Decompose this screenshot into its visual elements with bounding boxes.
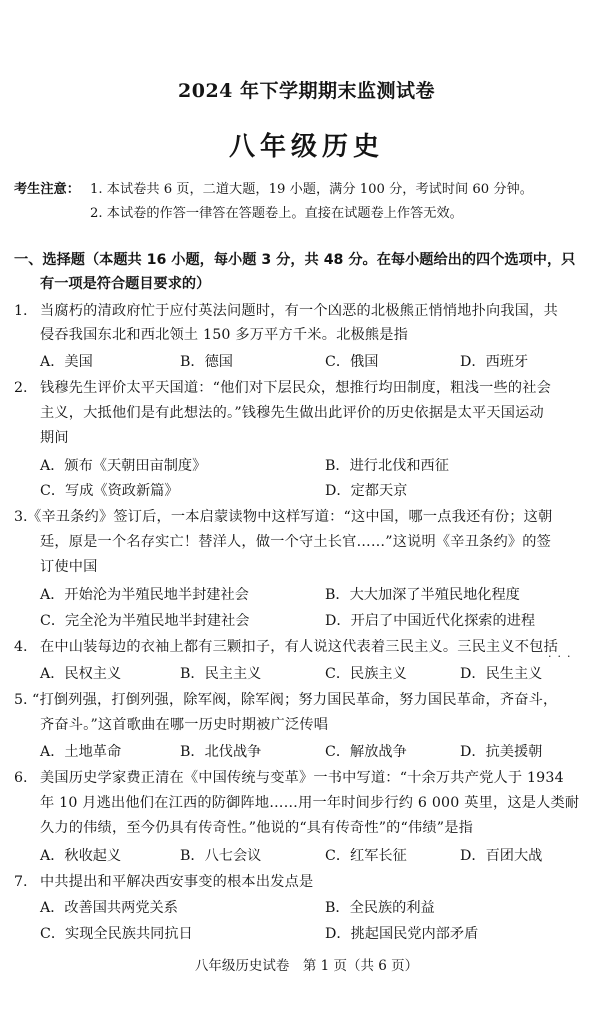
question-6-option-d: D．百团大战 xyxy=(460,848,543,864)
question-2-option-c: C．写成《资政新篇》 xyxy=(40,483,179,499)
notice-label: 考生注意： xyxy=(14,182,80,197)
exam-title: 2024 年下学期期末监测试卷 xyxy=(178,80,435,102)
question-3-number: 3. xyxy=(14,509,28,525)
question-3-line-1: 《辛丑条约》签订后，一本启蒙读物中这样写道：“这中国，哪一点我还有份；这朝 xyxy=(27,509,553,525)
question-4-option-d: D．民生主义 xyxy=(460,666,543,682)
question-1-line-2: 侵吞我国东北和西北领土 150 多万平方千米。北极熊是指 xyxy=(40,327,409,343)
question-6-option-a: A．秋收起义 xyxy=(40,848,122,864)
question-1-line-1: 当腐朽的清政府忙于应付英法问题时，有一个凶恶的北极熊正悄悄地扑向我国，共 xyxy=(40,303,558,319)
notice-item-2: 2. 本试卷的作答一律答在答题卷上。直接在试题卷上作答无效。 xyxy=(90,206,463,221)
question-2-number: 2. xyxy=(14,380,28,396)
question-6-line-1: 美国历史学家费正清在《中国传统与变革》一书中写道：“十余万共产党人于 1934 xyxy=(40,770,564,786)
question-2-line-3: 期间 xyxy=(40,430,69,446)
question-7-option-b: B．全民族的利益 xyxy=(325,900,435,916)
question-2-line-2: 主义，大抵他们是有此想法的。”钱穆先生做出此评价的历史依据是太平天国运动 xyxy=(40,405,544,421)
subject-title: 八年级历史 xyxy=(228,132,384,162)
question-3-option-a: A．开始沦为半殖民地半封建社会 xyxy=(40,587,249,603)
question-2-line-1: 钱穆先生评价太平天国道：“他们对下层民众，想推行均田制度，粗浅一些的社会 xyxy=(40,380,552,396)
notice-item-1: 1. 本试卷共 6 页，二道大题，19 小题，满分 100 分，考试时间 60 分钟。 xyxy=(90,182,533,197)
question-2-option-a: A．颁布《天朝田亩制度》 xyxy=(40,458,207,474)
question-1-option-a: A．美国 xyxy=(40,354,93,370)
question-7-option-a: A．改善国共两党关系 xyxy=(40,900,178,916)
question-1-number: 1. xyxy=(14,303,28,319)
question-5-line-2: 齐奋斗。”这首歌曲在哪一历史时期被广泛传唱 xyxy=(40,717,329,733)
emphasis-dots: ··· xyxy=(548,650,577,663)
question-2-option-d: D．定都天京 xyxy=(325,483,408,499)
section-heading-line-2: 有一项是符合题目要求的） xyxy=(40,276,211,292)
question-5-option-c: C．解放战争 xyxy=(325,744,407,760)
question-6-option-c: C．红军长征 xyxy=(325,848,407,864)
question-7-line-1: 中共提出和平解决西安事变的根本出发点是 xyxy=(40,874,314,890)
question-7-option-d: D．挑起国民党内部矛盾 xyxy=(325,926,479,942)
question-6-option-b: B．八七会议 xyxy=(180,848,262,864)
question-4-option-a: A．民权主义 xyxy=(40,666,122,682)
question-3-option-d: D．开启了中国近代化探索的进程 xyxy=(325,613,536,629)
question-5-line-1: “打倒列强，打倒列强，除军阀，除军阀；努力国民革命，努力国民革命，齐奋斗， xyxy=(32,692,558,708)
question-4-option-c: C．民族主义 xyxy=(325,666,407,682)
question-1-option-d: D．西班牙 xyxy=(460,354,529,370)
question-1-option-b: B．德国 xyxy=(180,354,233,370)
question-5-number: 5. xyxy=(14,692,28,708)
page-footer: 八年级历史试卷 第 1 页（共 6 页） xyxy=(194,958,419,974)
question-2-option-b: B．进行北伐和西征 xyxy=(325,458,449,474)
question-7-option-c: C．实现全民族共同抗日 xyxy=(40,926,193,942)
question-3-line-2: 廷，原是一个名存实亡！替洋人，做一个守土长官……”这说明《辛丑条约》的签 xyxy=(40,534,552,550)
question-4-option-b: B．民主主义 xyxy=(180,666,262,682)
question-3-option-c: C．完全沦为半殖民地半封建社会 xyxy=(40,613,250,629)
question-3-option-b: B．大大加深了半殖民地化程度 xyxy=(325,587,520,603)
question-4-line-1: 在中山装每边的衣袖上都有三颗扣子，有人说这代表着三民主义。三民主义不包括 xyxy=(40,639,558,655)
question-6-line-2: 年 10 月逃出他们在江西的防御阵地……用一年时间步行约 6 000 英里，这是人类耐 xyxy=(40,795,580,811)
question-6-line-3: 久力的伟绩，至今仍具有传奇性。”他说的“具有传奇性”的“伟绩”是指 xyxy=(40,820,474,836)
question-1-option-c: C．俄国 xyxy=(325,354,379,370)
question-4-number: 4. xyxy=(14,639,28,655)
section-heading-line-1: 一、选择题（本题共 16 小题，每小题 3 分，共 48 分。在每小题给出的四个选项中，只 xyxy=(14,252,576,268)
question-5-option-a: A．土地革命 xyxy=(40,744,122,760)
question-5-option-b: B．北伐战争 xyxy=(180,744,262,760)
question-3-line-3: 订使中国 xyxy=(40,559,98,575)
question-7-number: 7. xyxy=(14,874,28,890)
question-6-number: 6. xyxy=(14,770,28,786)
question-5-option-d: D．抗美援朝 xyxy=(460,744,543,760)
